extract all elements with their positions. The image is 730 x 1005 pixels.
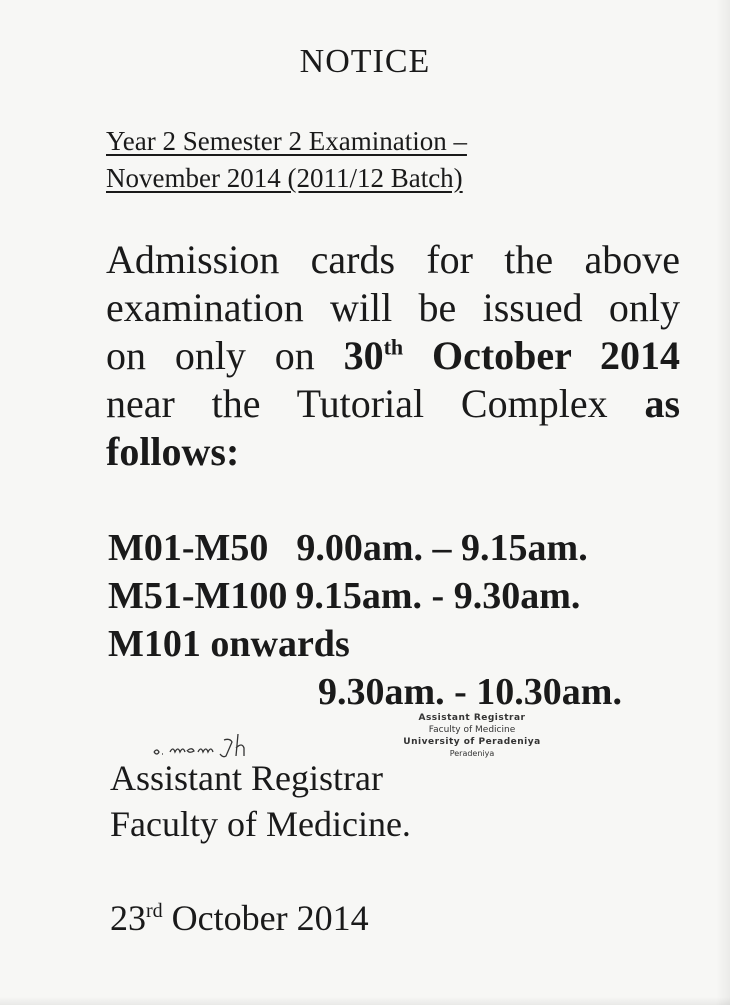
schedule-row	[108, 525, 588, 571]
body-line-3-prefix: on only on	[106, 333, 315, 378]
issue-day: 30th	[343, 333, 404, 378]
signatory-department: Faculty of Medicine.	[110, 804, 411, 844]
scan-edge	[0, 997, 730, 1005]
schedule-row	[108, 573, 580, 619]
schedule-time: 9.30am. - 10.30am.	[318, 671, 622, 713]
notice-title: NOTICE	[0, 42, 730, 76]
body-line-4	[106, 380, 680, 428]
body-line-4-prefix: near the Tutorial Complex	[106, 381, 608, 426]
body-line-4-bold: as	[644, 381, 681, 426]
scan-edge	[716, 0, 730, 1005]
signatory-title: Assistant Registrar	[110, 758, 383, 798]
exam-title-line-2: November 2014 (2011/12 Batch)	[106, 163, 463, 193]
schedule-row	[108, 621, 350, 667]
schedule-range: M101 onwards	[108, 623, 350, 665]
body-line-3	[106, 332, 680, 380]
schedule-range: M51-M100	[108, 575, 288, 617]
body-line-1: Admission cards for the above	[106, 237, 680, 282]
schedule-time: 9.15am. - 9.30am.	[295, 575, 581, 617]
exam-title-line-1: Year 2 Semester 2 Examination –	[106, 126, 467, 156]
schedule-range: M01-M50	[108, 527, 269, 569]
issue-date: 23rd October 2014	[110, 898, 369, 938]
official-stamp: Assistant Registrar Faculty of Medicine University of Peradeniya Peradeniya	[403, 713, 541, 758]
body-line-5: follows:	[106, 429, 240, 474]
schedule-time: 9.00am. – 9.15am.	[296, 527, 588, 569]
body-line-2: examination will be issued only	[106, 285, 680, 330]
issue-month-year: October 2014	[431, 333, 681, 378]
schedule-row	[318, 669, 622, 715]
